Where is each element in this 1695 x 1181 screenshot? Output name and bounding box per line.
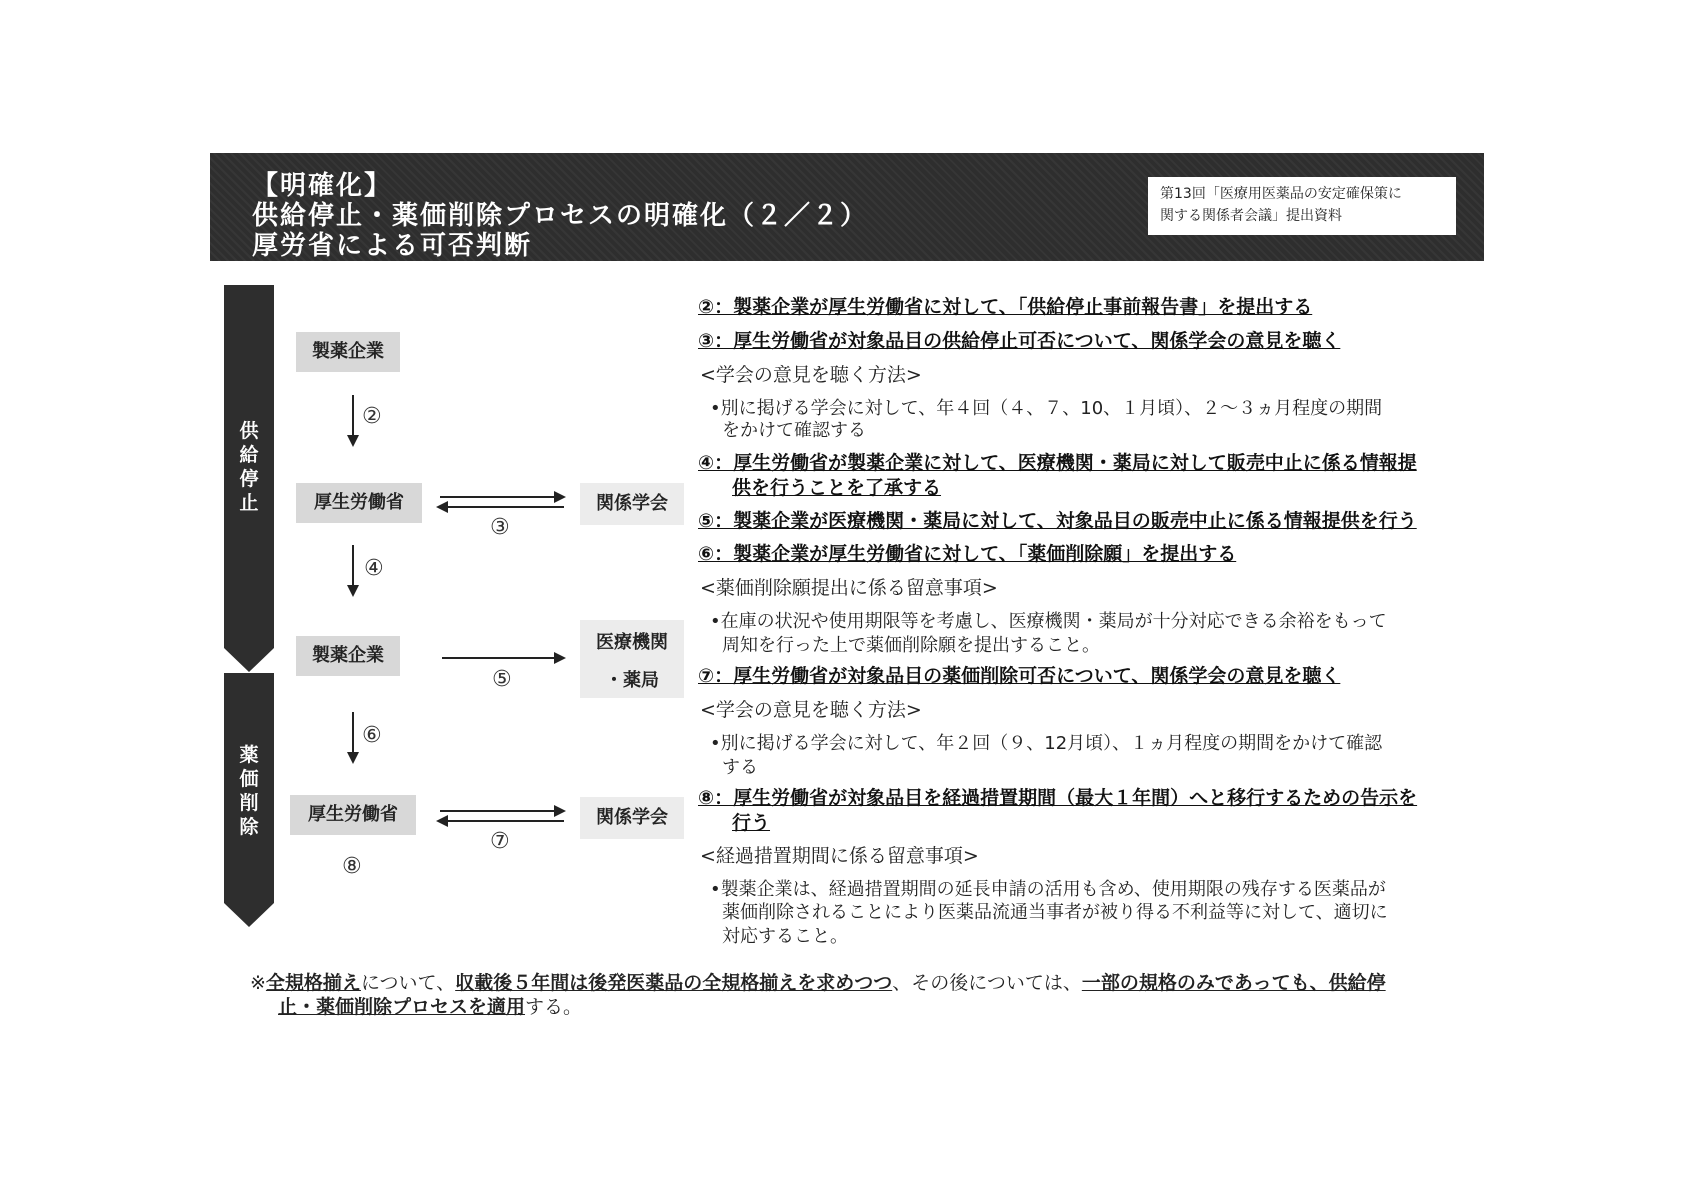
node-medical-pharmacy [580, 620, 684, 698]
step-num-5: ⑤ [492, 667, 512, 692]
medical-line-2: ・薬局 [605, 670, 659, 691]
step-8-bullet-3: 対応すること。 [722, 926, 848, 947]
step-8-sub: <経過措置期間に係る留意事項> [700, 845, 979, 867]
note-text-a: について、 [360, 972, 456, 994]
step-8-text-1: ⑧：厚生労働省が対象品目を経過措置期間（最大１年間）へと移行するための告示を [698, 787, 1418, 809]
step-3-bullet-1: •別に掲げる学会に対して、年４回（４、７、10、１月頃）、２～３ヵ月程度の期間 [710, 398, 1383, 419]
node-mhlw-2: 厚生労働省 [290, 795, 416, 835]
step-8-text-2: 行う [732, 812, 771, 834]
header-banner [210, 153, 1484, 261]
title-tag: 【明確化】 [252, 171, 393, 201]
source-box [1148, 177, 1456, 235]
step-6-bullet-2: 周知を行った上で薬価削除願を提出すること。 [722, 635, 1100, 656]
step-6-text: ⑥：製薬企業が厚生労働省に対して、「薬価削除願」を提出する [698, 543, 1237, 565]
node-company-2: 製薬企業 [296, 636, 400, 676]
note-partial-specs: 一部の規格のみであっても、供給停 [1081, 972, 1386, 994]
step-3-text: ③：厚生労働省が対象品目の供給停止可否について、関係学会の意見を聴く [698, 330, 1341, 352]
source-line-1: 第13回「医療用医薬品の安定確保策に [1160, 186, 1402, 202]
arrow-5-head [554, 652, 566, 664]
arrow-2-head [347, 435, 359, 447]
step-4-text-2: 供を行うことを了承する [732, 477, 942, 499]
arrow-7-right-head [554, 805, 566, 817]
phase2-char-3: 削 [239, 792, 259, 814]
phase1-char-1: 供 [239, 420, 259, 442]
note-apply-process: 止・薬価削除プロセスを適用 [278, 996, 526, 1018]
arrow-2-shaft [352, 395, 354, 435]
arrow-7-left-shaft [448, 820, 564, 822]
step-num-4: ④ [364, 556, 384, 581]
step-num-8: ⑧ [342, 854, 362, 879]
arrow-6-head [347, 752, 359, 764]
step-4-text-1: ④：厚生労働省が製薬企業に対して、医療機関・薬局に対して販売中止に係る情報提 [698, 452, 1417, 474]
arrow-3-right-shaft [440, 496, 554, 498]
step-6-sub: <薬価削除願提出に係る留意事項> [700, 577, 998, 599]
phase2-char-2: 価 [239, 768, 259, 790]
node-mhlw-1: 厚生労働省 [296, 483, 422, 523]
footnote-line-2 [278, 992, 582, 1019]
arrow-3-left-head [436, 501, 448, 513]
step-num-6: ⑥ [362, 723, 382, 748]
step-8-bullet-1: •製薬企業は、経過措置期間の延長申請の活用も含め、使用期限の残存する医薬品が [710, 879, 1386, 900]
page-subtitle: 厚労省による可否判断 [252, 231, 533, 261]
step-num-3: ③ [490, 515, 510, 540]
phase2-char-4: 除 [239, 816, 259, 838]
arrow-3-left-shaft [448, 506, 564, 508]
step-7-text: ⑦：厚生労働省が対象品目の薬価削除可否について、関係学会の意見を聴く [698, 665, 1341, 687]
phase1-char-4: 止 [239, 492, 259, 514]
step-num-2: ② [362, 404, 382, 429]
step-7-sub: <学会の意見を聴く方法> [700, 699, 922, 721]
arrow-4-shaft [352, 545, 354, 585]
step-2-text: ②：製薬企業が厚生労働省に対して、「供給停止事前報告書」を提出する [698, 296, 1313, 318]
node-society-1: 関係学会 [580, 483, 684, 525]
arrow-6-shaft [352, 712, 354, 752]
note-mark: ※ [250, 972, 266, 994]
step-3-sub: <学会の意見を聴く方法> [700, 364, 922, 386]
footnote-line-1 [250, 968, 1386, 995]
medical-line-1: 医療機関 [596, 632, 668, 653]
phase-arrow-price-delete [224, 673, 274, 903]
step-8-bullet-2: 薬価削除されることにより医薬品流通当事者が被り得る不利益等に対して、適切に [722, 902, 1388, 923]
step-num-7: ⑦ [490, 829, 510, 854]
phase-arrow-supply-stop [224, 285, 274, 648]
arrow-7-right-shaft [440, 810, 554, 812]
arrow-4-head [347, 585, 359, 597]
arrow-7-left-head [436, 815, 448, 827]
phase1-arrowhead [224, 648, 274, 672]
step-7-bullet-1: •別に掲げる学会に対して、年２回（９、12月頃）、１ヵ月程度の期間をかけて確認 [710, 733, 1383, 754]
step-7-bullet-2: する [722, 757, 758, 778]
phase1-char-2: 給 [239, 444, 259, 466]
arrow-5-shaft [442, 657, 554, 659]
phase1-char-3: 停 [239, 468, 259, 490]
step-3-bullet-2: をかけて確認する [722, 420, 866, 441]
arrow-3-right-head [554, 491, 566, 503]
node-society-2: 関係学会 [580, 797, 684, 839]
note-end: する。 [525, 996, 583, 1018]
step-6-bullet-1: •在庫の状況や使用期限等を考慮し、医療機関・薬局が十分対応できる余裕をもって [710, 611, 1387, 632]
step-5-text: ⑤：製薬企業が医療機関・薬局に対して、対象品目の販売中止に係る情報提供を行う [698, 510, 1417, 532]
phase2-char-1: 薬 [239, 744, 259, 766]
node-company-1: 製薬企業 [296, 332, 400, 372]
page-title: 供給停止・薬価削除プロセスの明確化（２／２） [252, 201, 869, 231]
phase2-arrowhead [224, 903, 274, 927]
source-line-2: 関する関係者会議」提出資料 [1160, 208, 1342, 224]
note-text-b: 、その後については、 [892, 972, 1082, 994]
note-all-specs: 全規格揃え [265, 972, 361, 994]
note-five-years: 収載後５年間は後発医薬品の全規格揃えを求めつつ [455, 972, 893, 994]
